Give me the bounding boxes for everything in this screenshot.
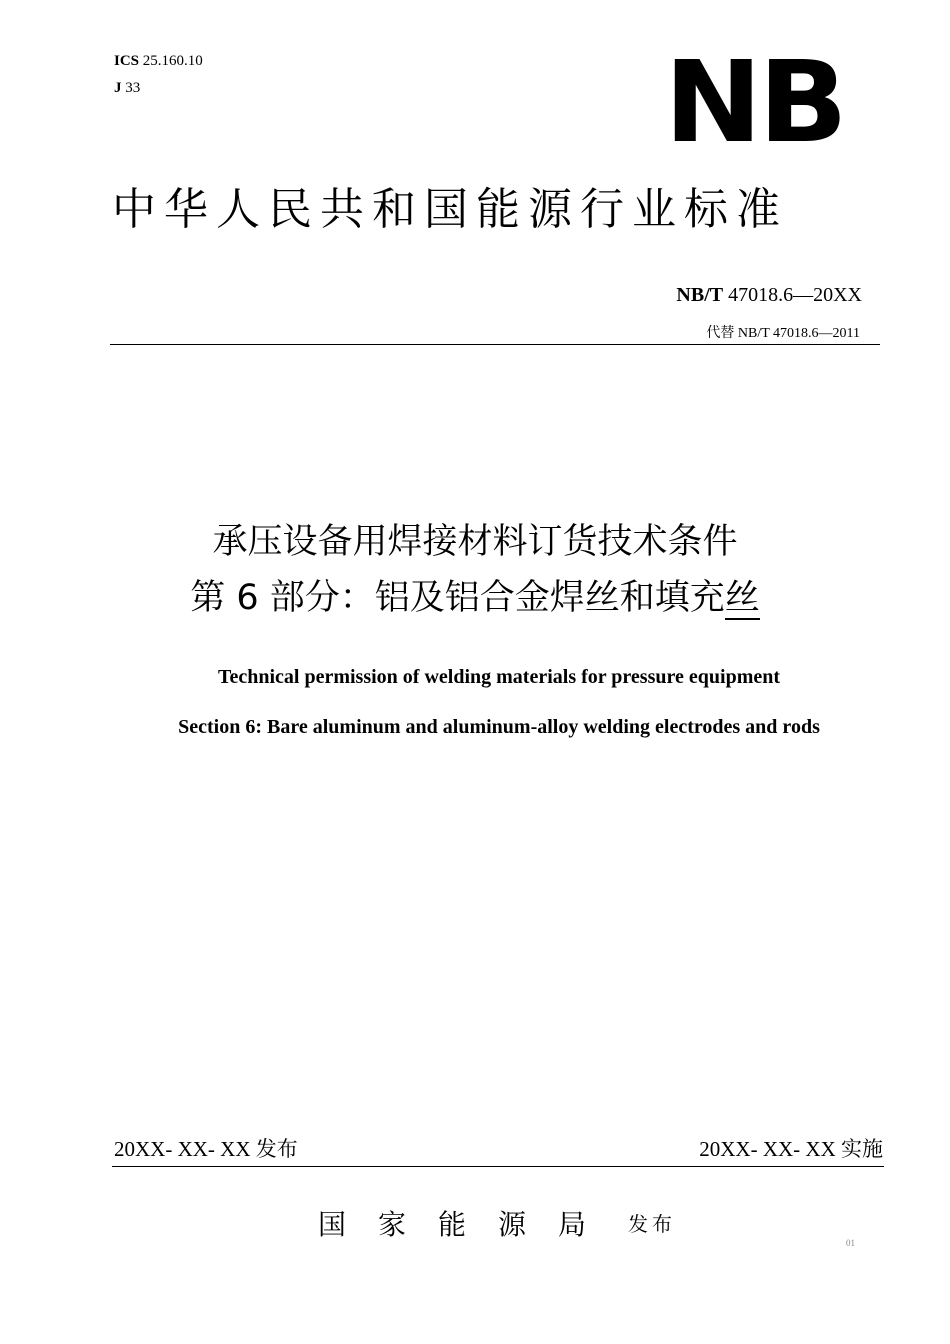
release-date: 20XX- XX- XX 发布 xyxy=(114,1137,298,1161)
implementation-date: 20XX- XX- XX 实施 xyxy=(699,1137,883,1161)
ics-code: 25.160.10 xyxy=(142,53,203,69)
nb-logo: NB xyxy=(664,38,844,168)
header-divider xyxy=(110,344,880,345)
issuing-authority: 国家能源局 xyxy=(318,1208,619,1241)
page-mark: 01 xyxy=(846,1238,855,1248)
standard-number-prefix: NB/T xyxy=(676,284,724,306)
chinese-title-line-2 xyxy=(0,576,950,620)
english-title-line-2: Section 6: Bare aluminum and aluminum-alloy welding electrodes and rods xyxy=(178,716,820,738)
ics-classification xyxy=(114,51,203,71)
ccs-classification xyxy=(114,78,140,98)
chinese-title-line-2-main: 第 6 部分：铝及铝合金焊丝和填充 xyxy=(190,578,725,618)
standard-number xyxy=(676,283,862,307)
chinese-title-line-1: 承压设备用焊接材料订货技术条件 xyxy=(212,522,738,562)
chinese-title-line-2-last: 丝 xyxy=(724,578,760,618)
english-title-line-1: Technical permission of welding materials for pressure equipment xyxy=(217,666,781,688)
standard-category-title: 中华人民共和国能源行业标准 xyxy=(112,184,788,235)
ics-label: ICS xyxy=(114,53,140,69)
ccs-label: J xyxy=(114,80,122,96)
ccs-code: 33 xyxy=(125,80,141,96)
replaces-note: 代替 NB/T 47018.6—2011 xyxy=(706,326,860,341)
footer-divider xyxy=(112,1166,884,1167)
standard-number-value: 47018.6—20XX xyxy=(728,284,862,306)
issued-label: 发布 xyxy=(628,1212,676,1236)
